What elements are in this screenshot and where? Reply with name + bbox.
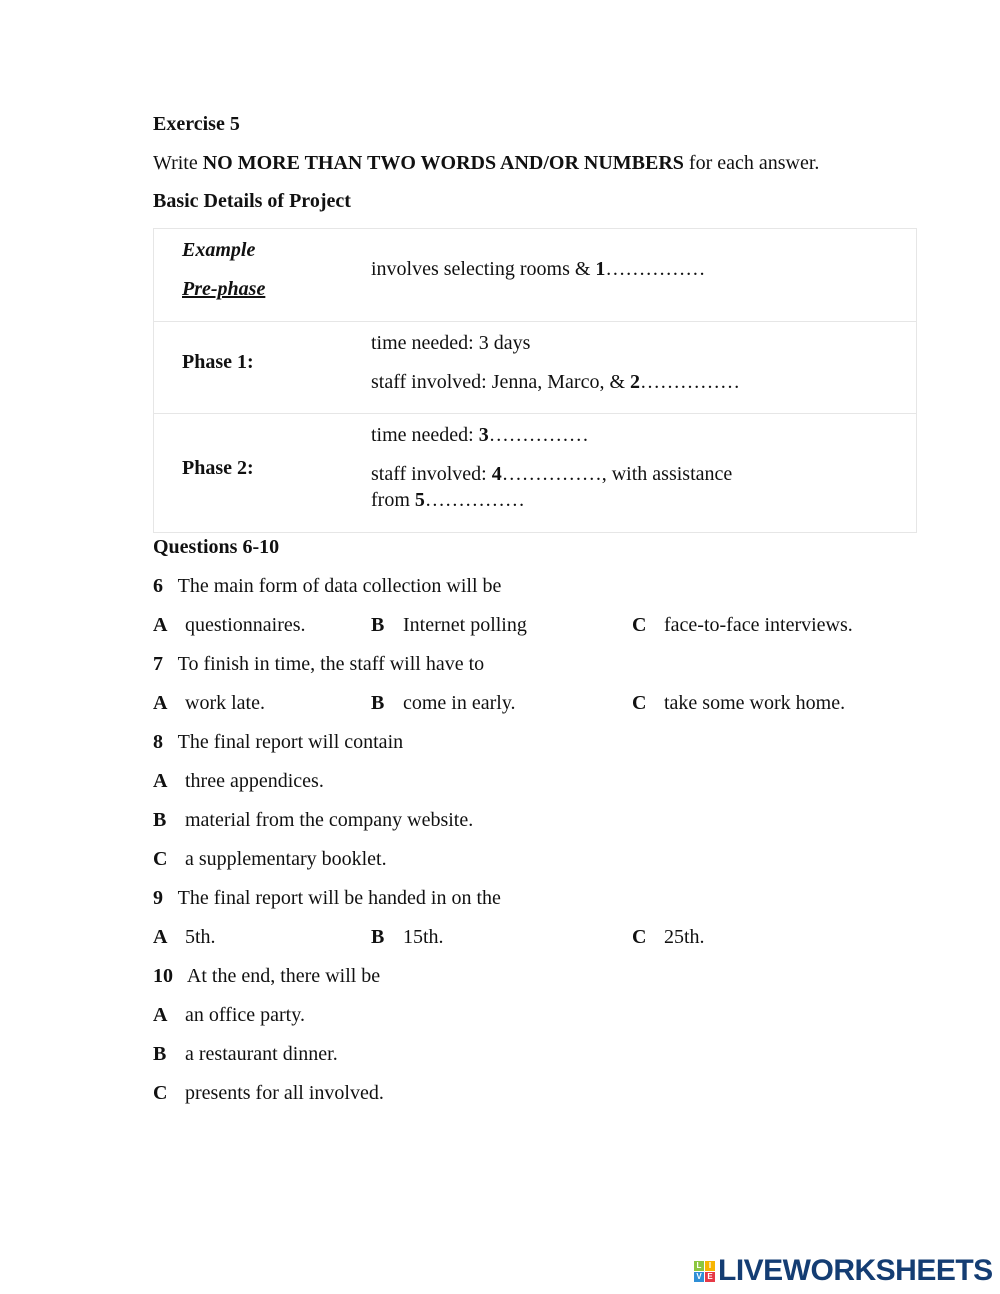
option-text: Internet polling	[403, 614, 527, 636]
option-9-c[interactable]	[632, 925, 705, 949]
table-row	[154, 229, 916, 322]
logo-block: V	[694, 1272, 704, 1282]
project-table	[153, 228, 917, 533]
option-6-b[interactable]	[371, 613, 527, 637]
option-letter: B	[153, 809, 167, 831]
option-text: 25th.	[664, 926, 705, 948]
option-text: a restaurant dinner.	[185, 1043, 338, 1065]
question-number: 7	[153, 653, 163, 675]
option-letter: B	[371, 614, 385, 636]
section-title: Basic Details of Project	[153, 190, 351, 212]
question-text: The final report will be handed in on the	[177, 887, 501, 909]
logo-text: LIVEWORKSHEETS	[718, 1254, 993, 1287]
exercise-title: Exercise 5	[153, 113, 240, 135]
option-letter: A	[153, 614, 168, 636]
phase1-time: time needed: 3 days	[371, 332, 531, 354]
option-letter: C	[632, 614, 647, 636]
option-text: an office party.	[185, 1004, 305, 1026]
phase2-time: time needed: 3……………	[371, 424, 589, 446]
phase2-staff: staff involved: 4……………, with assistance	[371, 463, 733, 485]
option-9-b[interactable]	[371, 925, 444, 949]
option-9-a[interactable]	[153, 925, 216, 949]
answer-blank-1[interactable]: ……………	[605, 258, 706, 280]
option-text: presents for all involved.	[185, 1082, 384, 1104]
question-6	[153, 574, 501, 598]
question-text: At the end, there will be	[186, 965, 381, 987]
question-number: 9	[153, 887, 163, 909]
option-6-c[interactable]	[632, 613, 853, 637]
option-8-b[interactable]	[153, 808, 473, 832]
logo-block: I	[705, 1261, 715, 1271]
option-letter: C	[153, 1082, 168, 1104]
option-letter: A	[153, 1004, 168, 1026]
questions-heading: Questions 6-10	[153, 536, 280, 558]
answer-blank-2[interactable]: ……………	[640, 371, 741, 393]
option-text: material from the company website.	[185, 809, 474, 831]
question-text: The final report will contain	[177, 731, 404, 753]
option-8-c[interactable]	[153, 847, 387, 871]
example-label: Example	[182, 239, 256, 261]
question-text: The main form of data collection will be	[177, 575, 502, 597]
option-7-c[interactable]	[632, 691, 845, 715]
question-7	[153, 652, 484, 676]
table-row	[154, 413, 916, 533]
option-text: face-to-face interviews.	[664, 614, 853, 636]
option-letter: C	[632, 692, 647, 714]
option-text: work late.	[185, 692, 265, 714]
option-text: three appendices.	[185, 770, 324, 792]
answer-blank-4[interactable]: ……………	[501, 463, 602, 485]
logo-block: E	[705, 1272, 715, 1282]
prephase-label: Pre-phase	[182, 278, 266, 300]
prephase-text: involves selecting rooms & 1……………	[371, 258, 706, 280]
question-8	[153, 730, 403, 754]
option-letter: B	[371, 692, 385, 714]
answer-blank-3[interactable]: ……………	[488, 424, 589, 446]
option-text: 15th.	[403, 926, 444, 948]
option-text: come in early.	[403, 692, 516, 714]
phase2-label: Phase 2:	[182, 457, 254, 479]
phase2-from: from 5……………	[371, 489, 525, 511]
table-row	[154, 321, 916, 414]
question-text: To finish in time, the staff will have to	[177, 653, 485, 675]
question-9	[153, 886, 501, 910]
option-letter: A	[153, 692, 168, 714]
option-letter: C	[153, 848, 168, 870]
answer-blank-5[interactable]: ……………	[424, 489, 525, 511]
question-10	[153, 964, 380, 988]
option-10-a[interactable]	[153, 1003, 305, 1027]
option-10-c[interactable]	[153, 1081, 384, 1105]
option-text: take some work home.	[664, 692, 846, 714]
option-text: a supplementary booklet.	[185, 848, 387, 870]
option-letter: B	[371, 926, 385, 948]
option-letter: A	[153, 770, 168, 792]
instruction: Write NO MORE THAN TWO WORDS AND/OR NUMBERS for each answer.	[153, 152, 820, 174]
question-number: 8	[153, 731, 163, 753]
option-7-b[interactable]	[371, 691, 516, 715]
option-letter: C	[632, 926, 647, 948]
option-6-a[interactable]	[153, 613, 306, 637]
logo-block: L	[694, 1261, 704, 1271]
option-text: 5th.	[185, 926, 216, 948]
logo-blocks-icon	[694, 1261, 715, 1282]
option-letter: A	[153, 926, 168, 948]
option-letter: B	[153, 1043, 167, 1065]
question-number: 10	[153, 965, 173, 987]
liveworksheets-logo	[694, 1254, 993, 1288]
question-number: 6	[153, 575, 163, 597]
option-8-a[interactable]	[153, 769, 324, 793]
option-7-a[interactable]	[153, 691, 265, 715]
option-10-b[interactable]	[153, 1042, 338, 1066]
phase1-staff: staff involved: Jenna, Marco, & 2……………	[371, 371, 741, 393]
option-text: questionnaires.	[185, 614, 306, 636]
phase1-label: Phase 1:	[182, 351, 254, 373]
